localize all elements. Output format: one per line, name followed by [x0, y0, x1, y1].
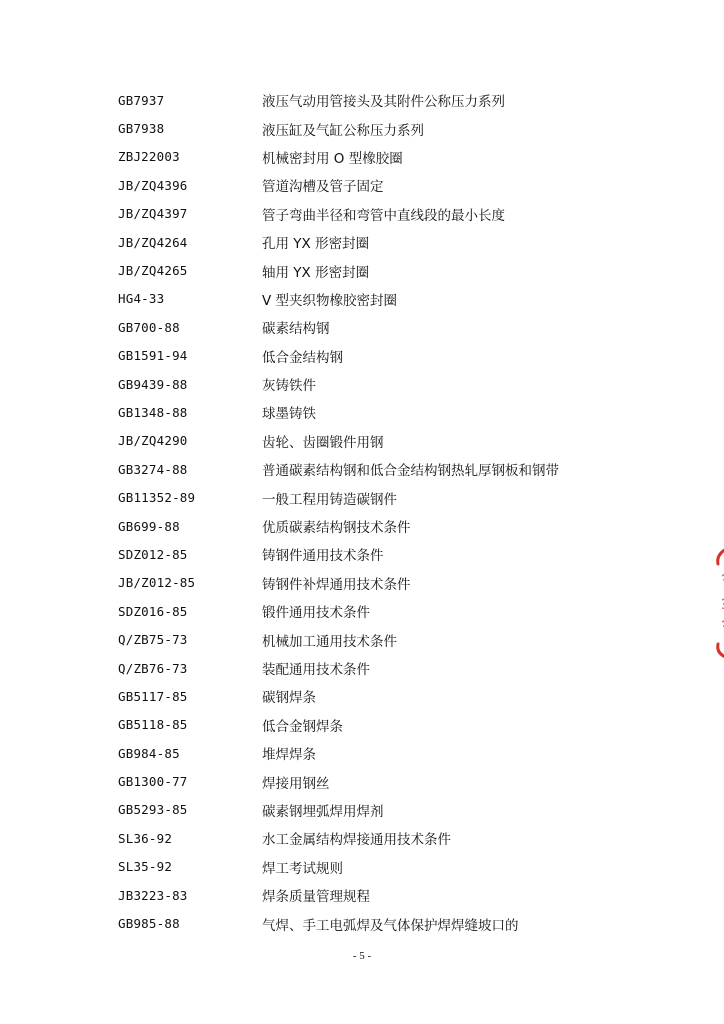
- standard-code: JB3223-83: [118, 887, 188, 903]
- standard-title: 管道沟槽及管子固定: [262, 179, 384, 196]
- standard-row: [118, 682, 598, 710]
- standard-code: GB5293-85: [118, 802, 188, 818]
- standard-title: 机械加工通用技术条件: [262, 633, 397, 650]
- standard-row: [118, 767, 598, 795]
- standard-row: [118, 654, 598, 682]
- standard-title: 堆焊焊条: [262, 747, 316, 764]
- standard-row: [118, 228, 598, 256]
- standard-code: JB/ZQ4397: [118, 206, 188, 222]
- standard-title: 一般工程用铸造碳钢件: [262, 491, 397, 508]
- standard-row: [118, 427, 598, 455]
- standard-row: [118, 455, 598, 483]
- standard-code: GB699-88: [118, 518, 180, 534]
- standard-row: [118, 256, 598, 284]
- standard-row: [118, 796, 598, 824]
- standard-row: [118, 824, 598, 852]
- standard-title: 气焊、手工电弧焊及气体保护焊焊缝坡口的: [262, 917, 519, 934]
- page-number: - 5 -: [352, 950, 372, 962]
- standard-row: [118, 483, 598, 511]
- standard-code: JB/ZQ4396: [118, 177, 188, 193]
- standard-code: GB9439-88: [118, 376, 188, 392]
- standard-row: [118, 171, 598, 199]
- standard-title: 装配通用技术条件: [262, 662, 370, 678]
- standard-title: 液压气动用管接头及其附件公称压力系列: [262, 94, 505, 111]
- standard-code: Q/ZB76-73: [118, 660, 188, 676]
- standard-row: [118, 625, 598, 653]
- standard-row: [118, 512, 598, 540]
- standard-code: JB/ZQ4264: [118, 234, 188, 250]
- standard-code: GB7938: [118, 121, 165, 137]
- standard-row: [118, 370, 598, 398]
- standard-code: JB/ZQ4265: [118, 263, 188, 279]
- standard-code: GB5118-85: [118, 717, 188, 733]
- standard-title: 球墨铸铁: [262, 406, 316, 423]
- standard-code: JB/Z012-85: [118, 575, 196, 591]
- standard-code: GB7937: [118, 92, 165, 108]
- standard-title: 灰铸铁件: [262, 378, 316, 395]
- standard-code: SDZ012-85: [118, 546, 188, 562]
- standard-title: 轴用 YX 形密封圈: [262, 264, 370, 281]
- standard-title: 机械密封用 O 型橡胶圈: [262, 150, 403, 167]
- standard-title: 焊工考试规则: [262, 860, 343, 877]
- standard-code: JB/ZQ4290: [118, 433, 188, 449]
- standard-code: GB1348-88: [118, 404, 188, 420]
- standard-row: [118, 398, 598, 426]
- standard-row: [118, 540, 598, 568]
- standard-row: [118, 711, 598, 739]
- standard-title: 碳素钢埋弧焊用焊剂: [262, 803, 384, 820]
- standard-code: GB1300-77: [118, 774, 188, 790]
- standard-code: SDZ016-85: [118, 603, 188, 619]
- standard-title: 低合金结构钢: [262, 349, 343, 366]
- standards-list: [118, 86, 598, 938]
- standard-title: 碳素结构钢: [262, 321, 330, 338]
- standard-title: 齿轮、齿圈锻件用钢: [262, 434, 384, 451]
- standard-row: [118, 285, 598, 313]
- standard-title: 孔用 YX 形密封圈: [262, 236, 370, 253]
- standard-title: 碳钢焊条: [262, 690, 316, 707]
- standard-code: GB11352-89: [118, 490, 196, 506]
- standard-title: 普通碳素结构钢和低合金结构钢热轧厚钢板和钢带: [262, 463, 559, 480]
- standard-code: GB700-88: [118, 319, 180, 335]
- standard-code: Q/ZB75-73: [118, 632, 188, 648]
- standard-row: [118, 143, 598, 171]
- standard-title: 锻件通用技术条件: [262, 605, 370, 622]
- standard-row: [118, 597, 598, 625]
- standard-title: 铸钢件通用技术条件: [262, 548, 384, 565]
- standard-code: GB985-88: [118, 916, 180, 932]
- standard-row: [118, 114, 598, 142]
- standard-title: 液压缸及气缸公称压力系列: [262, 122, 424, 139]
- standard-title: 低合金钢焊条: [262, 718, 343, 735]
- standard-row: [118, 739, 598, 767]
- standard-title: 焊条质量管理规程: [262, 889, 370, 906]
- standard-title: 优质碳素结构钢技术条件: [262, 520, 411, 537]
- standard-row: [118, 569, 598, 597]
- seal-stamp-fragment: [712, 544, 724, 662]
- standard-code: ZBJ22003: [118, 149, 180, 165]
- standard-title: 铸钢件补焊通用技术条件: [262, 576, 411, 593]
- standard-code: SL36-92: [118, 830, 173, 846]
- standard-row: [118, 909, 598, 937]
- standard-row: [118, 881, 598, 909]
- standard-row: [118, 86, 598, 114]
- standard-row: [118, 853, 598, 881]
- standard-code: GB1591-94: [118, 348, 188, 364]
- standard-title: V 型夹织物橡胶密封圈: [262, 292, 398, 309]
- standard-title: 水工金属结构焊接通用技术条件: [262, 832, 451, 849]
- standard-code: GB984-85: [118, 745, 180, 761]
- standard-row: [118, 342, 598, 370]
- standard-title: 焊接用钢丝: [262, 775, 330, 792]
- standard-code: GB3274-88: [118, 461, 188, 477]
- standard-code: GB5117-85: [118, 688, 188, 704]
- standard-title: 管子弯曲半径和弯管中直线段的最小长度: [262, 207, 505, 224]
- standard-row: [118, 313, 598, 341]
- standard-code: SL35-92: [118, 859, 173, 875]
- standard-row: [118, 200, 598, 228]
- standard-code: HG4-33: [118, 291, 165, 307]
